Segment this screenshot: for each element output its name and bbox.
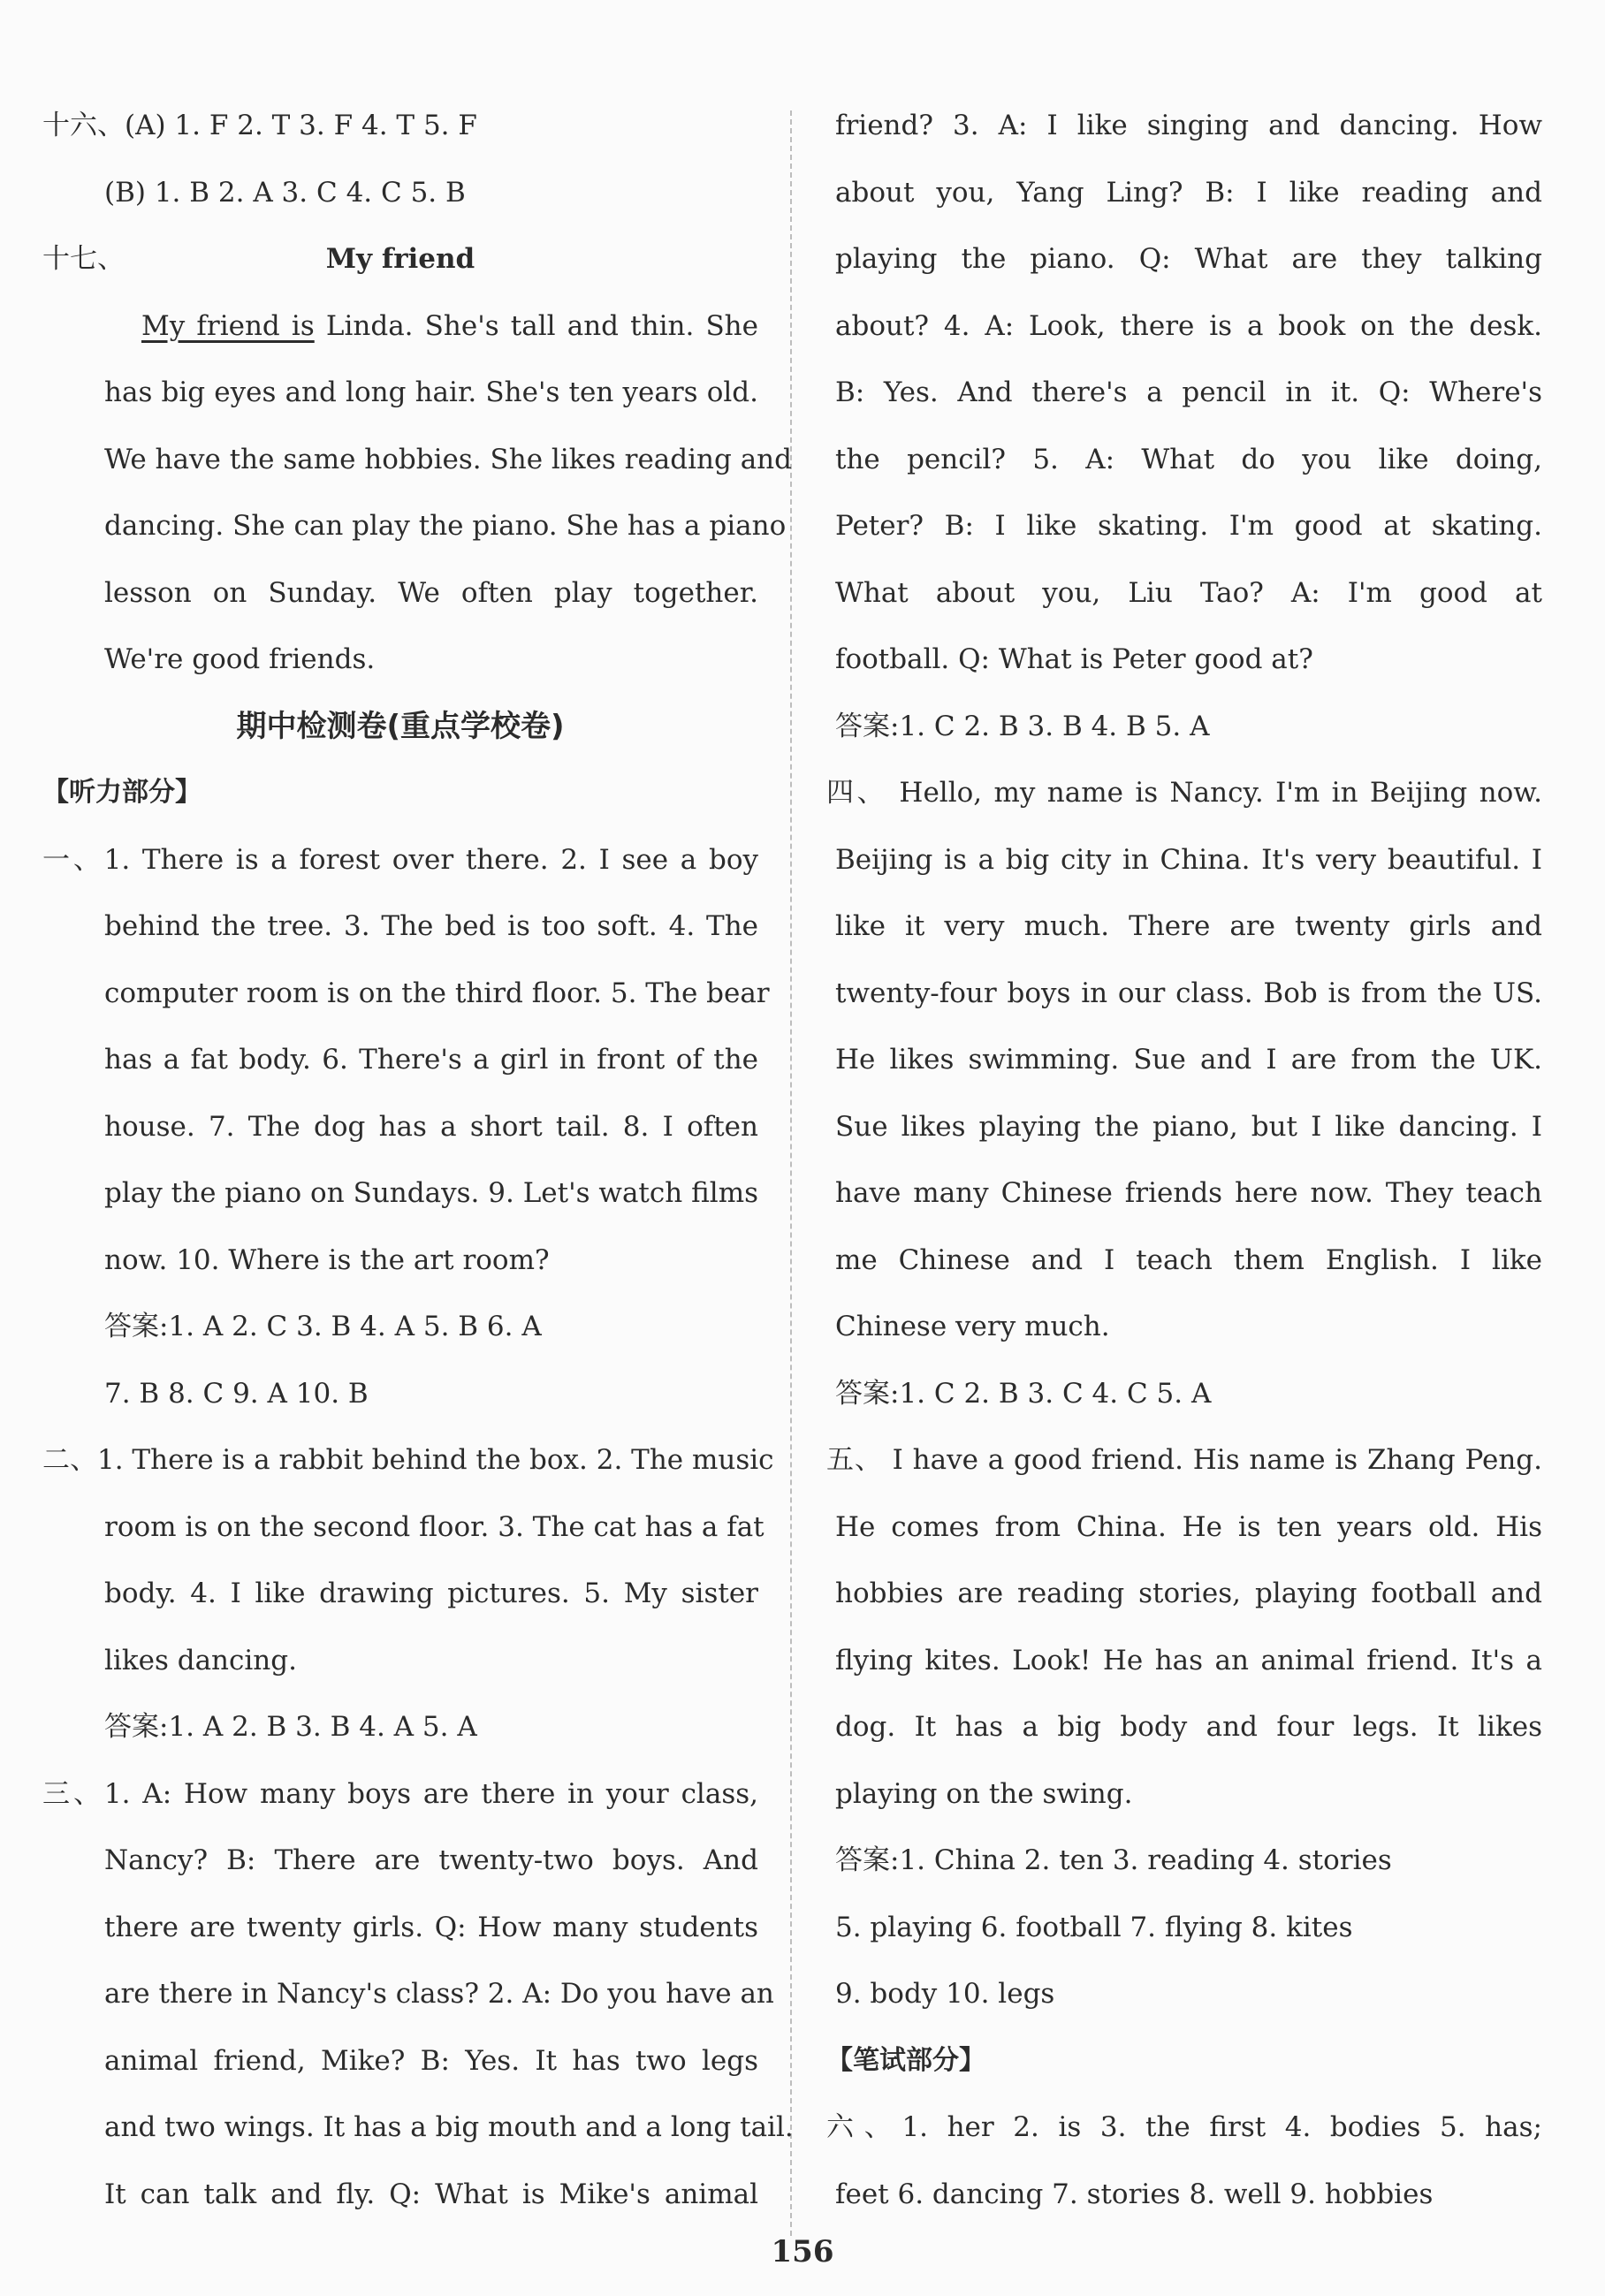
text-line: 答案:1. C 2. B 3. B 4. B 5. A xyxy=(835,710,1210,742)
text-line: room is on the second floor. 3. The cat has a fat xyxy=(104,1510,764,1543)
text-line: 答案:1. C 2. B 3. C 4. C 5. A xyxy=(835,1377,1212,1410)
text-line: Nancy? B: There are twenty-two boys. And xyxy=(104,1844,758,1876)
underlined-phrase: My friend is xyxy=(141,309,315,342)
text-line: likes dancing. xyxy=(104,1644,297,1676)
essay-line xyxy=(42,300,758,367)
text-line: 9. body 10. legs xyxy=(835,1978,1055,2010)
text-line: 四、 Hello, my name is Nancy. I'm in Beijing now. xyxy=(826,777,1542,809)
text-line: dog. It has a big body and four legs. It likes xyxy=(835,1711,1542,1743)
column-divider xyxy=(790,110,792,2236)
text-line: lesson on Sunday. We often play together. xyxy=(104,576,758,609)
text-line: like it very much. There are twenty girls and xyxy=(835,910,1542,942)
text-line: hobbies are reading stories, playing football and xyxy=(835,1578,1542,1609)
text-line: 一、1. There is a forest over there. 2. I see a boy xyxy=(42,843,758,876)
text-line: 六、1. her 2. is 3. the first 4. bodies 5. has; xyxy=(826,2111,1542,2143)
text-line: are there in Nancy's class? 2. A: Do you have an xyxy=(104,1978,774,2010)
text-line: Sue likes playing the piano, but I like dancing. I xyxy=(835,1110,1542,1143)
text-line: football. Q: What is Peter good at? xyxy=(835,643,1313,675)
text-line: (B) 1. B 2. A 3. C 4. C 5. B xyxy=(104,176,466,209)
text-line: Chinese very much. xyxy=(835,1311,1110,1342)
text-line: Peter? B: I like skating. I'm good at skating. xyxy=(835,510,1542,542)
text-line: Beijing is a big city in China. It's very beautiful. I xyxy=(835,843,1542,876)
right-column xyxy=(826,99,1542,2234)
text-line: me Chinese and I teach them English. I like xyxy=(835,1243,1542,1276)
part-heading: 【笔试部分】 xyxy=(826,2044,985,2076)
text-line: What about you, Liu Tao? A: I'm good at xyxy=(835,576,1542,609)
text-line: has big eyes and long hair. She's ten years old. xyxy=(104,376,758,408)
page-number: 156 xyxy=(771,2234,834,2269)
text-line: 五、 I have a good friend. His name is Zhang Peng. xyxy=(826,1444,1542,1476)
text-line: has a fat body. 6. There's a girl in front of the xyxy=(104,1044,758,1076)
text-line: It can talk and fly. Q: What is Mike's animal xyxy=(104,2178,758,2210)
text-line: We have the same hobbies. She likes reading and xyxy=(104,443,792,475)
text-line: body. 4. I like drawing pictures. 5. My sister xyxy=(104,1578,758,1609)
text-line: 答案:1. A 2. B 3. B 4. A 5. A xyxy=(104,1711,477,1743)
text-line: 答案:1. China 2. ten 3. reading 4. stories xyxy=(835,1844,1392,1876)
text-line: flying kites. Look! He has an animal friend. It's a xyxy=(835,1644,1542,1676)
text-line: 三、1. A: How many boys are there in your class, xyxy=(42,1777,758,1810)
text-line: the pencil? 5. A: What do you like doing, xyxy=(835,443,1542,475)
text-line: computer room is on the third floor. 5. The bear xyxy=(104,977,770,1009)
text-line: friend? 3. A: I like singing and dancing. How xyxy=(835,110,1542,141)
text-line: play the piano on Sundays. 9. Let's watch films xyxy=(104,1177,758,1209)
text-line: 5. playing 6. football 7. flying 8. kites xyxy=(835,1911,1353,1943)
left-column xyxy=(42,99,794,2234)
section-heading xyxy=(42,232,758,300)
text-line: about? 4. A: Look, there is a book on the desk. xyxy=(835,309,1542,342)
line-rest: Linda. She's tall and thin. She xyxy=(314,309,758,342)
text-line: playing on the swing. xyxy=(835,1777,1133,1810)
text-line: playing the piano. Q: What are they talking xyxy=(835,243,1542,275)
exam-title: 期中检测卷(重点学校卷) xyxy=(236,708,565,744)
text-line: feet 6. dancing 7. stories 8. well 9. hobbies xyxy=(835,2178,1434,2210)
text-line: He likes swimming. Sue and I are from the UK. xyxy=(835,1044,1542,1076)
text-line: about you, Yang Ling? B: I like reading and xyxy=(835,176,1542,209)
essay-title: My friend xyxy=(325,243,475,275)
text-line: behind the tree. 3. The bed is too soft. 4. The xyxy=(104,910,758,942)
text-line: house. 7. The dog has a short tail. 8. I often xyxy=(104,1110,758,1143)
text-line: 十六、(A) 1. F 2. T 3. F 4. T 5. F xyxy=(42,110,477,141)
text-line: 7. B 8. C 9. A 10. B xyxy=(104,1377,369,1410)
text-line: He comes from China. He is ten years old. His xyxy=(835,1510,1542,1543)
text-line: now. 10. Where is the art room? xyxy=(104,1243,550,1276)
text-line: have many Chinese friends here now. They teach xyxy=(835,1177,1542,1209)
text-line: dancing. She can play the piano. She has a piano xyxy=(104,510,787,542)
part-heading: 【听力部分】 xyxy=(42,777,202,808)
text-line: twenty-four boys in our class. Bob is from the US. xyxy=(835,977,1542,1009)
text-line: there are twenty girls. Q: How many students xyxy=(104,1911,758,1943)
text-line: We're good friends. xyxy=(104,643,376,675)
text-line: 答案:1. A 2. C 3. B 4. A 5. B 6. A xyxy=(104,1311,542,1342)
text-line: and two wings. It has a big mouth and a long tail. xyxy=(104,2111,794,2143)
text-line: 二、1. There is a rabbit behind the box. 2. The music xyxy=(42,1444,774,1476)
text-line: B: Yes. And there's a pencil in it. Q: Where's xyxy=(835,376,1542,408)
section-label: 十七、 xyxy=(42,243,125,275)
text-line: animal friend, Mike? B: Yes. It has two legs xyxy=(104,2044,758,2077)
